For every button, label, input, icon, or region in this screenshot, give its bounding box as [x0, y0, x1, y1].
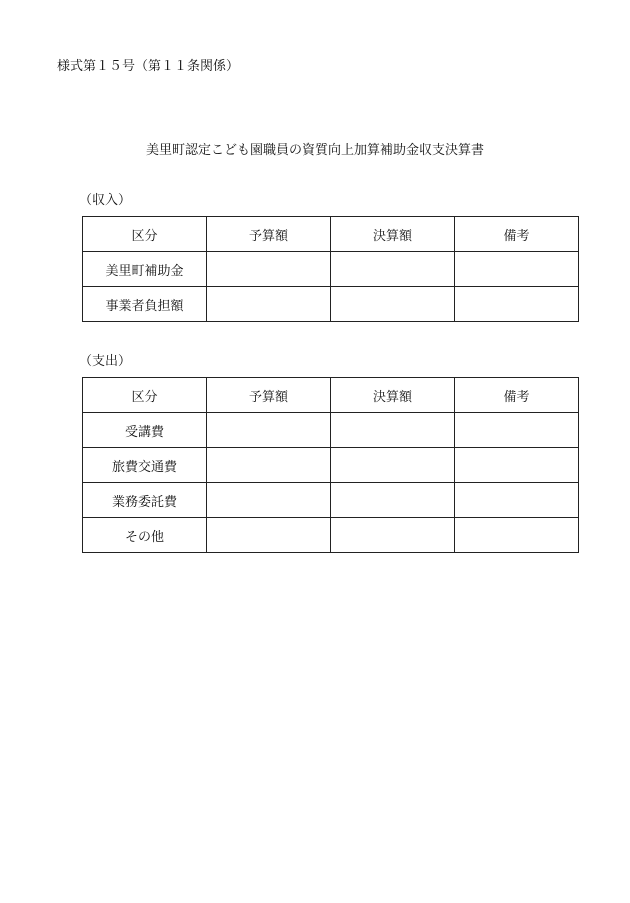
settlement-cell[interactable]: [331, 413, 455, 448]
header-settlement: 決算額: [331, 217, 455, 252]
table-row: [83, 483, 579, 518]
settlement-cell[interactable]: [331, 483, 455, 518]
header-category: 区分: [83, 217, 207, 252]
header-remarks: 備考: [455, 217, 579, 252]
row-category: 事業者負担額: [83, 287, 207, 322]
table-row: [83, 413, 579, 448]
remarks-cell[interactable]: [455, 252, 579, 287]
budget-cell[interactable]: [207, 413, 331, 448]
table-header-row: [83, 378, 579, 413]
table-header-row: [83, 217, 579, 252]
table-row: [83, 252, 579, 287]
row-category: 受講費: [83, 413, 207, 448]
header-budget: 予算額: [207, 217, 331, 252]
document-title: 美里町認定こども園職員の資質向上加算補助金収支決算書: [145, 143, 484, 158]
income-section-label: （収入）: [79, 193, 132, 208]
form-number: 様式第１５号（第１１条関係）: [57, 59, 240, 74]
budget-cell[interactable]: [207, 483, 331, 518]
settlement-cell[interactable]: [331, 287, 455, 322]
row-category: 美里町補助金: [83, 252, 207, 287]
row-category: 旅費交通費: [83, 448, 207, 483]
header-remarks: 備考: [455, 378, 579, 413]
row-category: 業務委託費: [83, 483, 207, 518]
budget-cell[interactable]: [207, 252, 331, 287]
budget-cell[interactable]: [207, 287, 331, 322]
expense-table: [82, 377, 579, 553]
budget-cell[interactable]: [207, 518, 331, 553]
remarks-cell[interactable]: [455, 483, 579, 518]
table-row: [83, 518, 579, 553]
remarks-cell[interactable]: [455, 518, 579, 553]
budget-cell[interactable]: [207, 448, 331, 483]
income-table: [82, 216, 579, 322]
header-settlement: 決算額: [331, 378, 455, 413]
remarks-cell[interactable]: [455, 413, 579, 448]
table-row: [83, 448, 579, 483]
header-budget: 予算額: [207, 378, 331, 413]
table-row: [83, 287, 579, 322]
header-category: 区分: [83, 378, 207, 413]
row-category: その他: [83, 518, 207, 553]
settlement-cell[interactable]: [331, 448, 455, 483]
expense-section-label: （支出）: [79, 354, 132, 369]
settlement-cell[interactable]: [331, 518, 455, 553]
remarks-cell[interactable]: [455, 448, 579, 483]
settlement-cell[interactable]: [331, 252, 455, 287]
remarks-cell[interactable]: [455, 287, 579, 322]
